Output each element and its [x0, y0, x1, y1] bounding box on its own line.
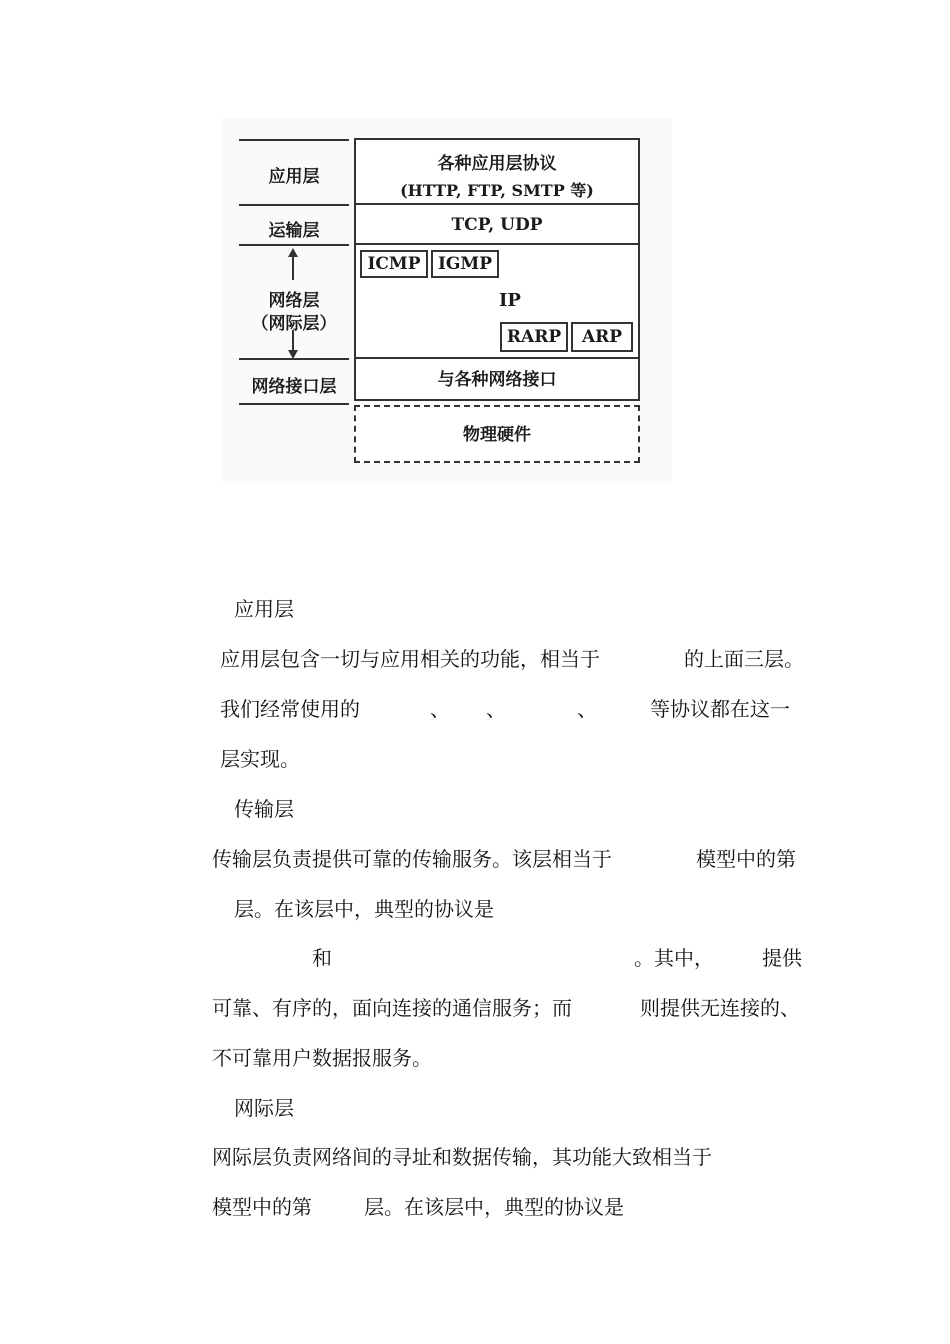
ip-label: IP [499, 290, 521, 311]
label-internet-layer: （网际层） [251, 314, 337, 334]
network-interface-box: 与各种网络接口 [354, 357, 640, 401]
internet-text-line2-b: 层。在该层中，典型的协议是 [364, 1195, 624, 1219]
app-text-line2-sep3: 、 [577, 697, 597, 721]
transport-text-line4-b: 则提供无连接的、 [640, 996, 800, 1020]
app-text-line1-a: 应用层包含一切与应用相关的功能，相当于 [220, 647, 600, 671]
label-network-layer: 网络层 [268, 291, 320, 311]
separator-line [239, 403, 349, 405]
transport-text-line4-a: 可靠、有序的，面向连接的通信服务；而 [212, 996, 572, 1020]
transport-text-line1-b: 模型中的第 [696, 847, 796, 871]
application-protocols-box [354, 138, 640, 205]
app-text-line2-a: 我们经常使用的 [220, 697, 360, 721]
transport-text-line2: 层。在该层中，典型的协议是 [234, 897, 494, 921]
application-protocols-title: 各种应用层协议 [437, 154, 557, 174]
transport-text-line3-a: 和 [312, 946, 332, 970]
label-application-layer: 应用层 [268, 167, 320, 187]
arrow-up-icon [284, 247, 302, 281]
app-text-line2-e: 等协议都在这一 [650, 697, 790, 721]
transport-text-line3-c: 提供 [762, 946, 802, 970]
transport-text-line3-b: 。其中， [634, 946, 714, 970]
physical-hardware-box: 物理硬件 [354, 405, 640, 463]
rarp-box: RARP [500, 322, 568, 352]
arp-box: ARP [571, 322, 633, 352]
separator-line [239, 204, 349, 206]
arrow-down-icon [284, 330, 302, 360]
heading-application-layer: 应用层 [234, 597, 294, 621]
application-protocols-list: (HTTP, FTP, SMTP 等) [400, 181, 594, 200]
app-text-line1-b: 的上面三层。 [684, 647, 804, 671]
separator-line [239, 244, 349, 246]
transport-protocols-box: TCP, UDP [354, 203, 640, 245]
app-text-line2-sep2: 、 [486, 697, 506, 721]
igmp-box: IGMP [431, 250, 499, 278]
transport-text-line5: 不可靠用户数据报服务。 [212, 1046, 432, 1070]
internet-text-line2-a: 模型中的第 [212, 1195, 312, 1219]
icmp-box: ICMP [360, 250, 428, 278]
internet-text-line1: 网际层负责网络间的寻址和数据传输，其功能大致相当于 [212, 1145, 712, 1169]
heading-internet-layer: 网际层 [234, 1096, 294, 1120]
label-transport-layer: 运输层 [268, 221, 320, 241]
separator-line [239, 139, 349, 141]
label-interface-layer: 网络接口层 [251, 377, 337, 397]
heading-transport-layer: 传输层 [234, 797, 294, 821]
app-text-line2-sep1: 、 [430, 697, 450, 721]
transport-text-line1-a: 传输层负责提供可靠的传输服务。该层相当于 [212, 847, 612, 871]
app-text-line3: 层实现。 [220, 747, 300, 771]
